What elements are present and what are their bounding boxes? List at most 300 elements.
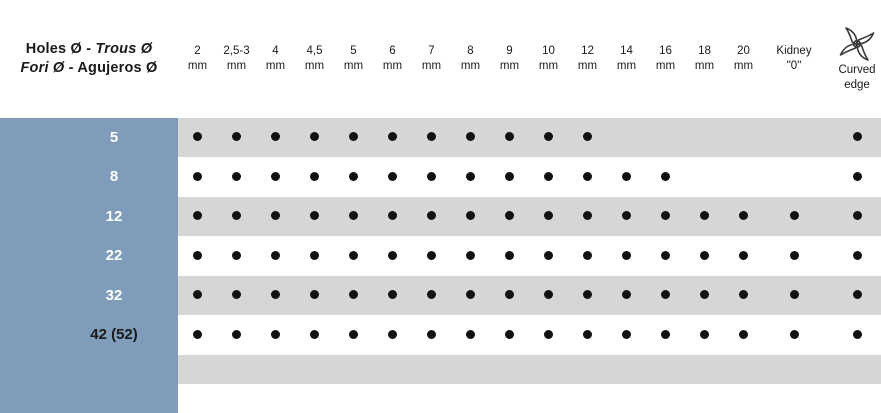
cell-32-18mm <box>685 276 724 316</box>
availability-dot <box>583 172 592 181</box>
cell-4252-8mm <box>451 315 490 355</box>
col-unit-8mm: mm <box>460 59 481 72</box>
availability-dot <box>661 172 670 181</box>
availability-dot <box>388 211 397 220</box>
availability-dot <box>427 132 436 141</box>
holes-diameter-label <box>0 0 178 118</box>
bottom-cell <box>295 384 334 413</box>
cell-4252-4,5mm <box>295 315 334 355</box>
cell-5-14mm <box>607 118 646 158</box>
bottom-cell <box>217 384 256 413</box>
cell-8-8mm <box>451 157 490 197</box>
curved-edge-line2: edge <box>844 78 870 91</box>
table-row <box>0 157 881 197</box>
availability-dot <box>466 330 475 339</box>
filler-cell <box>490 355 529 384</box>
column-header-8mm <box>451 0 490 118</box>
cell-12-4,5mm <box>295 197 334 237</box>
availability-dot <box>193 211 202 220</box>
cell-5-16mm <box>646 118 685 158</box>
availability-dot <box>790 290 799 299</box>
availability-dot <box>544 330 553 339</box>
table-row <box>0 236 881 276</box>
availability-dot <box>853 172 862 181</box>
cell-5-4,5mm <box>295 118 334 158</box>
bottom-cell <box>178 384 217 413</box>
availability-dot <box>853 211 862 220</box>
availability-dot <box>271 251 280 260</box>
table-row <box>0 315 881 355</box>
availability-dot <box>310 211 319 220</box>
cell-5-18mm <box>685 118 724 158</box>
cell-32-kidney-0 <box>763 276 825 316</box>
cell-4252-4mm <box>256 315 295 355</box>
availability-dot <box>853 251 862 260</box>
availability-dot <box>466 132 475 141</box>
filler-cell <box>568 355 607 384</box>
label-fori: Fori Ø <box>20 60 65 77</box>
availability-dot <box>505 330 514 339</box>
availability-dot <box>232 330 241 339</box>
cell-32-14mm <box>607 276 646 316</box>
availability-dot <box>790 330 799 339</box>
cell-4252-18mm <box>685 315 724 355</box>
cell-8-curved-edge <box>825 157 881 197</box>
availability-dot <box>790 211 799 220</box>
availability-dot <box>349 251 358 260</box>
availability-dot <box>583 251 592 260</box>
availability-dot <box>466 251 475 260</box>
cell-5-8mm <box>451 118 490 158</box>
col-num-16mm: 16 <box>659 45 672 58</box>
availability-dot <box>739 330 748 339</box>
availability-dot <box>505 290 514 299</box>
cell-22-8mm <box>451 236 490 276</box>
cell-4252-20mm <box>724 315 763 355</box>
cell-32-12mm <box>568 276 607 316</box>
availability-dot <box>853 330 862 339</box>
bottom-cell <box>646 384 685 413</box>
availability-dot <box>739 211 748 220</box>
cell-5-6mm <box>373 118 412 158</box>
availability-dot <box>388 251 397 260</box>
filler-cell <box>607 355 646 384</box>
cell-5-2,5-3mm <box>217 118 256 158</box>
cell-12-16mm <box>646 197 685 237</box>
filler-cell <box>451 355 490 384</box>
cell-8-9mm <box>490 157 529 197</box>
availability-dot <box>661 290 670 299</box>
cell-4252-6mm <box>373 315 412 355</box>
column-header-18mm <box>685 0 724 118</box>
left-color-band <box>0 118 50 413</box>
cell-8-4mm <box>256 157 295 197</box>
cell-5-curved-edge <box>825 118 881 158</box>
filler-cell <box>763 355 825 384</box>
availability-dot <box>193 330 202 339</box>
cell-32-16mm <box>646 276 685 316</box>
availability-dot <box>661 330 670 339</box>
col-unit-10mm: mm <box>538 59 559 72</box>
col-unit-5mm: mm <box>343 59 364 72</box>
cell-4252-7mm <box>412 315 451 355</box>
bottom-cell <box>490 384 529 413</box>
cell-12-2mm <box>178 197 217 237</box>
cell-8-2mm <box>178 157 217 197</box>
filler-cell <box>334 355 373 384</box>
col-unit-4,5mm: mm <box>304 59 325 72</box>
availability-dot <box>700 251 709 260</box>
availability-dot <box>271 132 280 141</box>
cell-5-4mm <box>256 118 295 158</box>
cell-12-4mm <box>256 197 295 237</box>
cell-4252-14mm <box>607 315 646 355</box>
bottom-cell <box>256 384 295 413</box>
cell-5-10mm <box>529 118 568 158</box>
availability-dot <box>349 211 358 220</box>
availability-dot <box>544 132 553 141</box>
availability-dot <box>232 290 241 299</box>
availability-dot <box>427 290 436 299</box>
cell-22-6mm <box>373 236 412 276</box>
col-num-5mm: 5 <box>350 45 357 58</box>
bottom-cell <box>607 384 646 413</box>
cell-5-9mm <box>490 118 529 158</box>
cell-22-4,5mm <box>295 236 334 276</box>
filler-cell <box>217 355 256 384</box>
cell-8-12mm <box>568 157 607 197</box>
column-header-2mm <box>178 0 217 118</box>
cell-32-5mm <box>334 276 373 316</box>
col-num-9mm: 9 <box>506 45 513 58</box>
table-row <box>0 118 881 158</box>
cell-32-10mm <box>529 276 568 316</box>
availability-dot <box>700 211 709 220</box>
availability-dot <box>388 290 397 299</box>
bottom-cell <box>763 384 825 413</box>
cell-12-5mm <box>334 197 373 237</box>
cell-32-4,5mm <box>295 276 334 316</box>
col-num-4mm: 4 <box>272 45 279 58</box>
label-agujeros: - Agujeros Ø <box>64 60 158 77</box>
availability-dot <box>583 330 592 339</box>
bottom-cell <box>529 384 568 413</box>
col-unit-7mm: mm <box>421 59 442 72</box>
col-num-10mm: 10 <box>542 45 555 58</box>
col-unit-9mm: mm <box>499 59 520 72</box>
cell-22-16mm <box>646 236 685 276</box>
availability-dot <box>790 251 799 260</box>
cell-12-20mm <box>724 197 763 237</box>
filler-cell <box>646 355 685 384</box>
col-num-7mm: 7 <box>428 45 435 58</box>
kidney-line2: "0" <box>786 59 802 72</box>
bottom-cell <box>568 384 607 413</box>
availability-dot <box>661 251 670 260</box>
bottom-row-blank <box>0 384 881 413</box>
availability-dot <box>466 172 475 181</box>
bottom-cell <box>685 384 724 413</box>
availability-dot <box>193 132 202 141</box>
availability-dot <box>310 132 319 141</box>
cell-22-18mm <box>685 236 724 276</box>
column-header-4mm <box>256 0 295 118</box>
bottom-cell <box>451 384 490 413</box>
cell-12-8mm <box>451 197 490 237</box>
availability-dot <box>583 211 592 220</box>
column-header-5mm <box>334 0 373 118</box>
availability-dot <box>583 132 592 141</box>
filler-cell <box>724 355 763 384</box>
availability-dot <box>388 132 397 141</box>
availability-dot <box>271 290 280 299</box>
bottom-cell <box>373 384 412 413</box>
availability-dot <box>427 172 436 181</box>
availability-dot <box>271 172 280 181</box>
availability-dot <box>544 211 553 220</box>
cell-4252-12mm <box>568 315 607 355</box>
column-header-curved-edge <box>825 0 881 118</box>
availability-dot <box>583 290 592 299</box>
availability-dot <box>505 132 514 141</box>
col-unit-4mm: mm <box>265 59 286 72</box>
column-header-2,5-3mm <box>217 0 256 118</box>
column-header-14mm <box>607 0 646 118</box>
availability-dot <box>310 172 319 181</box>
cell-12-14mm <box>607 197 646 237</box>
availability-dot <box>544 251 553 260</box>
cell-32-9mm <box>490 276 529 316</box>
cell-22-7mm <box>412 236 451 276</box>
cell-32-6mm <box>373 276 412 316</box>
col-unit-16mm: mm <box>655 59 676 72</box>
availability-dot <box>232 172 241 181</box>
col-num-20mm: 20 <box>737 45 750 58</box>
availability-dot <box>193 251 202 260</box>
cell-12-9mm <box>490 197 529 237</box>
col-num-8mm: 8 <box>467 45 474 58</box>
cell-22-curved-edge <box>825 236 881 276</box>
cell-8-kidney-0 <box>763 157 825 197</box>
label-holes: Holes Ø - <box>25 41 96 58</box>
filler-row-shaded <box>0 355 881 384</box>
availability-dot <box>349 330 358 339</box>
cell-8-14mm <box>607 157 646 197</box>
availability-dot <box>388 330 397 339</box>
availability-dot <box>271 211 280 220</box>
bottom-cell <box>412 384 451 413</box>
availability-dot <box>466 290 475 299</box>
column-header-16mm <box>646 0 685 118</box>
cell-12-kidney-0 <box>763 197 825 237</box>
col-unit-2,5-3mm: mm <box>226 59 247 72</box>
row-label-text: 5 <box>109 128 119 146</box>
cell-12-2,5-3mm <box>217 197 256 237</box>
cell-12-curved-edge <box>825 197 881 237</box>
curved-edge-blade-icon <box>834 25 880 65</box>
column-header-7mm <box>412 0 451 118</box>
availability-dot <box>544 290 553 299</box>
cell-32-8mm <box>451 276 490 316</box>
cell-32-2mm <box>178 276 217 316</box>
availability-dot <box>622 211 631 220</box>
column-header-6mm <box>373 0 412 118</box>
availability-dot <box>661 211 670 220</box>
availability-dot <box>739 290 748 299</box>
cell-22-9mm <box>490 236 529 276</box>
availability-dot <box>505 211 514 220</box>
availability-dot <box>505 251 514 260</box>
col-num-6mm: 6 <box>389 45 396 58</box>
availability-dot <box>853 132 862 141</box>
cell-32-4mm <box>256 276 295 316</box>
availability-dot <box>466 211 475 220</box>
cell-22-12mm <box>568 236 607 276</box>
column-header-10mm <box>529 0 568 118</box>
filler-cell <box>685 355 724 384</box>
col-num-4,5mm: 4,5 <box>306 45 323 58</box>
column-header-9mm <box>490 0 529 118</box>
cell-5-7mm <box>412 118 451 158</box>
cell-8-5mm <box>334 157 373 197</box>
cell-32-curved-edge <box>825 276 881 316</box>
availability-dot <box>700 330 709 339</box>
filler-cell <box>178 355 217 384</box>
row-label-text: 12 <box>105 207 123 225</box>
col-unit-20mm: mm <box>733 59 754 72</box>
filler-cell <box>373 355 412 384</box>
table-row <box>0 276 881 316</box>
cell-8-6mm <box>373 157 412 197</box>
filler-cell <box>412 355 451 384</box>
cell-8-20mm <box>724 157 763 197</box>
availability-dot <box>310 251 319 260</box>
cell-12-18mm <box>685 197 724 237</box>
cell-4252-5mm <box>334 315 373 355</box>
filler-cell <box>825 355 881 384</box>
column-header-kidney-0 <box>763 0 825 118</box>
availability-dot <box>349 290 358 299</box>
row-label-text: 42 (52) <box>90 326 138 344</box>
filler-cell <box>295 355 334 384</box>
col-num-12mm: 12 <box>581 45 594 58</box>
availability-dot <box>622 172 631 181</box>
column-header-12mm <box>568 0 607 118</box>
availability-dot <box>232 211 241 220</box>
bottom-cell <box>724 384 763 413</box>
cell-8-16mm <box>646 157 685 197</box>
availability-dot <box>622 290 631 299</box>
availability-dot <box>310 290 319 299</box>
label-trous: Trous Ø <box>95 41 153 58</box>
cell-12-10mm <box>529 197 568 237</box>
col-num-14mm: 14 <box>620 45 633 58</box>
availability-dot <box>271 330 280 339</box>
cell-4252-2,5-3mm <box>217 315 256 355</box>
availability-dot <box>232 251 241 260</box>
availability-dot <box>739 251 748 260</box>
cell-8-18mm <box>685 157 724 197</box>
filler-cell <box>529 355 568 384</box>
cell-22-2,5-3mm <box>217 236 256 276</box>
cell-4252-10mm <box>529 315 568 355</box>
availability-dot <box>853 290 862 299</box>
availability-dot <box>388 172 397 181</box>
cell-8-10mm <box>529 157 568 197</box>
column-header-4,5mm <box>295 0 334 118</box>
cell-32-20mm <box>724 276 763 316</box>
cell-5-12mm <box>568 118 607 158</box>
cell-12-12mm <box>568 197 607 237</box>
cell-22-4mm <box>256 236 295 276</box>
header-row <box>0 0 881 118</box>
cell-12-6mm <box>373 197 412 237</box>
col-unit-14mm: mm <box>616 59 637 72</box>
col-unit-12mm: mm <box>577 59 598 72</box>
cell-8-2,5-3mm <box>217 157 256 197</box>
table-row <box>0 197 881 237</box>
availability-dot <box>232 132 241 141</box>
cell-5-20mm <box>724 118 763 158</box>
availability-dot <box>505 172 514 181</box>
availability-dot <box>622 251 631 260</box>
cell-22-2mm <box>178 236 217 276</box>
cell-5-kidney-0 <box>763 118 825 158</box>
availability-dot <box>427 211 436 220</box>
cell-12-7mm <box>412 197 451 237</box>
availability-dot <box>310 330 319 339</box>
cell-32-7mm <box>412 276 451 316</box>
availability-dot <box>349 132 358 141</box>
col-num-2mm: 2 <box>194 45 201 58</box>
cell-32-2,5-3mm <box>217 276 256 316</box>
kidney-line1: Kidney <box>776 45 812 58</box>
cell-5-2mm <box>178 118 217 158</box>
col-unit-18mm: mm <box>694 59 715 72</box>
availability-dot <box>622 330 631 339</box>
cell-4252-2mm <box>178 315 217 355</box>
curved-edge-line1: Curved <box>838 64 876 77</box>
cell-22-10mm <box>529 236 568 276</box>
bottom-cell <box>334 384 373 413</box>
bottom-cell <box>825 384 881 413</box>
cell-8-7mm <box>412 157 451 197</box>
column-header-20mm <box>724 0 763 118</box>
availability-dot <box>349 172 358 181</box>
cell-22-kidney-0 <box>763 236 825 276</box>
filler-cell <box>256 355 295 384</box>
cell-22-20mm <box>724 236 763 276</box>
col-unit-6mm: mm <box>382 59 403 72</box>
availability-dot <box>193 172 202 181</box>
availability-dot <box>427 330 436 339</box>
availability-dot <box>700 290 709 299</box>
cell-8-4,5mm <box>295 157 334 197</box>
cell-4252-16mm <box>646 315 685 355</box>
row-label-text: 8 <box>109 168 119 186</box>
cell-4252-kidney-0 <box>763 315 825 355</box>
cell-4252-9mm <box>490 315 529 355</box>
availability-dot <box>427 251 436 260</box>
cell-5-5mm <box>334 118 373 158</box>
cell-22-14mm <box>607 236 646 276</box>
col-num-2,5-3mm: 2,5-3 <box>223 45 250 58</box>
availability-dot <box>544 172 553 181</box>
cell-22-5mm <box>334 236 373 276</box>
row-label-text: 32 <box>105 286 123 304</box>
row-label-text: 22 <box>105 247 123 265</box>
availability-dot <box>193 290 202 299</box>
